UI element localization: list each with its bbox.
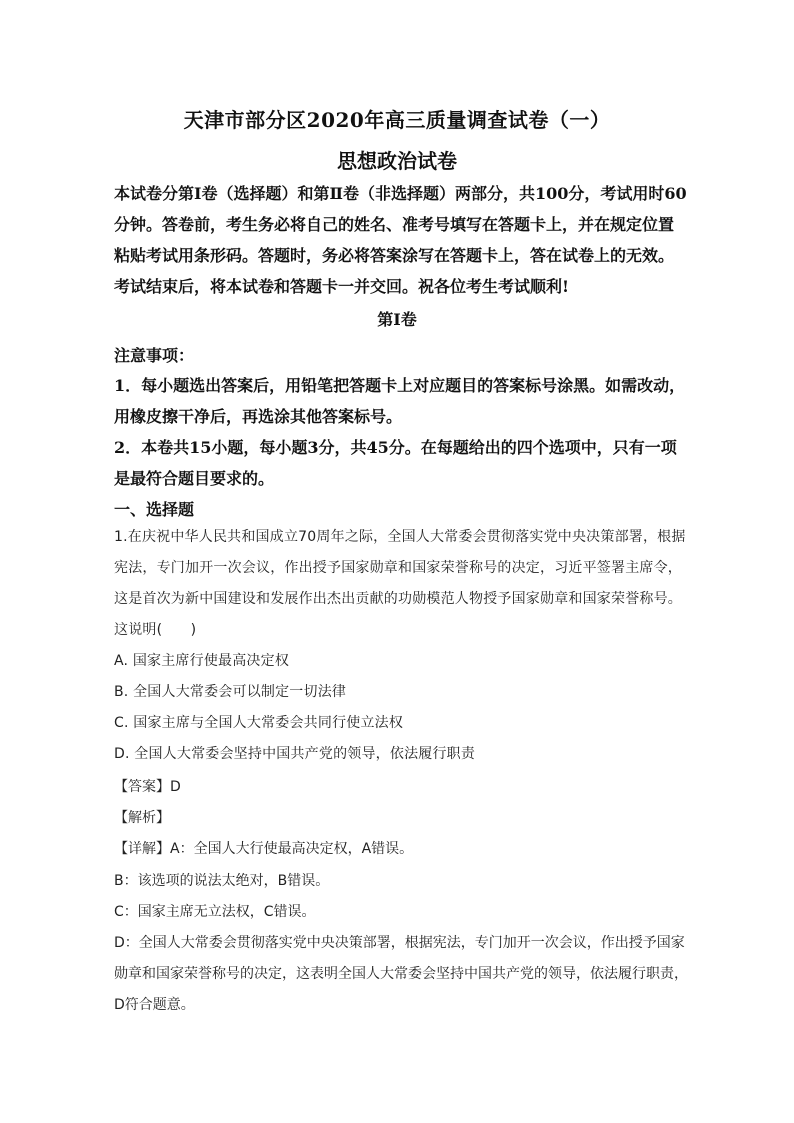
- option-b: B. 全国人大常委会可以制定一切法律: [114, 684, 347, 700]
- note-item-2: [114, 432, 692, 494]
- exam-instructions: [114, 178, 692, 302]
- option-c: C. 国家主席与全国人大常委会共同行使立法权: [114, 715, 404, 731]
- detail-line-b: B：该选项的说法太绝对，B错误。: [114, 873, 330, 889]
- instruction-line: 粘贴考试用条形码。答题时，务必将答案涂写在答题卡上，答在试卷上的无效。: [114, 246, 675, 265]
- detail-d-line: 勋章和国家荣誉称号的决定，这表明全国人大常委会坚持中国共产党的领导，依法履行职责，: [114, 966, 688, 982]
- note-line: 2．本卷共15小题，每小题3分，共45分。在每题给出的四个选项中，只有一项: [114, 438, 677, 457]
- detail-line-a: 【详解】A：全国人大行使最高决定权，A错误。: [114, 841, 414, 857]
- option-a: A. 国家主席行使最高决定权: [114, 653, 290, 669]
- section-title: 第Ⅰ卷: [377, 310, 417, 329]
- notes-heading: 注意事项：: [114, 346, 195, 365]
- answer-line: 【答案】D: [114, 779, 181, 795]
- note-line: 是最符合题目要求的。: [114, 469, 275, 488]
- question-stem-line: 宪法，专门加开一次会议，作出授予国家勋章和国家荣誉称号的决定，习近平签署主席令，: [114, 560, 682, 576]
- detail-line-c: C：国家主席无立法权，C错误。: [114, 904, 316, 920]
- detail-d-line: D符合题意。: [114, 997, 195, 1013]
- instruction-line: 本试卷分第Ⅰ卷（选择题）和第Ⅱ卷（非选择题）两部分，共100分，考试用时60: [114, 184, 687, 203]
- note-item-1: [114, 370, 692, 432]
- analysis-heading: 【解析】: [114, 810, 170, 826]
- detail-line-d: [114, 928, 692, 1021]
- detail-d-line: D：全国人大常委会贯彻落实党中央决策部署，根据宪法，专门加开一次会议，作出授予国家: [114, 935, 685, 951]
- exam-subtitle: 思想政治试卷: [337, 149, 457, 173]
- exam-title: 天津市部分区2020年高三质量调查试卷（一）: [183, 108, 611, 132]
- option-d: D. 全国人大常委会坚持中国共产党的领导，依法履行职责: [114, 746, 476, 762]
- question-stem-line: 这是首次为新中国建设和发展作出杰出贡献的功勋模范人物授予国家勋章和国家荣誉称号。: [114, 591, 682, 607]
- note-line: 1．每小题选出答案后，用铅笔把答题卡上对应题目的答案标号涂黑。如需改动，: [114, 376, 686, 395]
- note-line: 用橡皮擦干净后，再选涂其他答案标号。: [114, 407, 403, 426]
- instruction-line: 考试结束后，将本试卷和答题卡一并交回。祝各位考生考试顺利!: [114, 277, 570, 296]
- question-1: [114, 522, 692, 770]
- instruction-line: 分钟。答卷前，考生务必将自己的姓名、准考号填写在答题卡上，并在规定位置: [114, 215, 675, 234]
- part-heading: 一、选择题: [114, 500, 195, 519]
- question-stem-line: 1.在庆祝中华人民共和国成立70周年之际，全国人大常委会贯彻落实党中央决策部署，根据: [114, 529, 686, 545]
- question-stem-line: 这说明( ): [114, 622, 197, 638]
